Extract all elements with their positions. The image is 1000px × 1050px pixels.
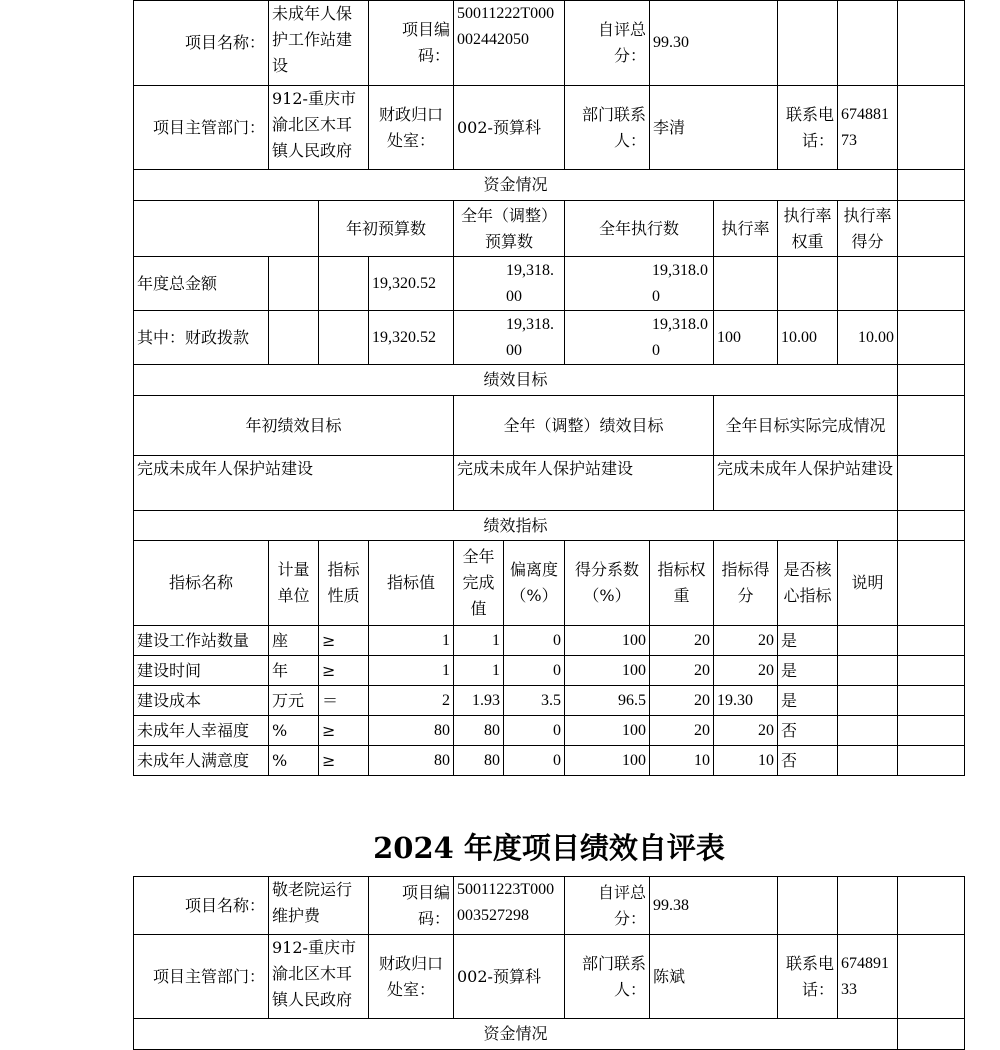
ind-coef: 100 bbox=[565, 746, 650, 776]
office-value: 002-预算科 bbox=[454, 86, 565, 170]
contact-label: 部门联系人： bbox=[565, 935, 650, 1019]
empty-cell bbox=[898, 1019, 965, 1050]
empty-cell bbox=[898, 456, 965, 511]
empty-cell bbox=[898, 511, 965, 541]
ind-header-nature: 指标性质 bbox=[319, 541, 369, 626]
ind-deviation: 0 bbox=[504, 716, 565, 746]
project-name-label: 项目名称： bbox=[134, 1, 269, 86]
empty-cell bbox=[319, 311, 369, 365]
ind-weight: 20 bbox=[650, 656, 714, 686]
ind-name: 建设时间 bbox=[134, 656, 269, 686]
funds-adjusted: 19,318.00 bbox=[454, 311, 565, 365]
contact-label: 部门联系人： bbox=[565, 86, 650, 170]
funds-header-executed: 全年执行数 bbox=[565, 201, 714, 257]
empty-cell bbox=[778, 1, 838, 86]
funds-weight bbox=[778, 257, 838, 311]
ind-header-weight: 指标权重 bbox=[650, 541, 714, 626]
score-value: 99.38 bbox=[650, 877, 778, 935]
table-row bbox=[134, 716, 965, 746]
funds-initial: 19,320.52 bbox=[369, 257, 454, 311]
ind-weight: 20 bbox=[650, 716, 714, 746]
project-code-value: 50011223T000003527298 bbox=[454, 877, 565, 935]
funds-row-label: 其中：财政拨款 bbox=[134, 311, 269, 365]
ind-weight: 20 bbox=[650, 626, 714, 656]
ind-nature: ≥ bbox=[319, 626, 369, 656]
ind-header-core: 是否核心指标 bbox=[778, 541, 838, 626]
goals-adjusted-value: 完成未成年人保护站建设 bbox=[454, 456, 714, 511]
dept-label: 项目主管部门： bbox=[134, 935, 269, 1019]
empty-cell bbox=[838, 1, 898, 86]
empty-cell bbox=[898, 1, 965, 86]
ind-nature: ≥ bbox=[319, 656, 369, 686]
ind-coef: 100 bbox=[565, 716, 650, 746]
ind-core: 是 bbox=[778, 686, 838, 716]
ind-core: 否 bbox=[778, 746, 838, 776]
ind-score: 19.30 bbox=[714, 686, 778, 716]
funds-section-title: 资金情况 bbox=[134, 170, 898, 201]
funds-header-score: 执行率得分 bbox=[838, 201, 898, 257]
dept-value: 912-重庆市渝北区木耳镇人民政府 bbox=[269, 86, 369, 170]
ind-deviation: 0 bbox=[504, 746, 565, 776]
ind-note bbox=[838, 716, 898, 746]
ind-core: 否 bbox=[778, 716, 838, 746]
empty-cell bbox=[898, 201, 965, 257]
ind-deviation: 0 bbox=[504, 626, 565, 656]
ind-unit: 年 bbox=[269, 656, 319, 686]
funds-weight: 10.00 bbox=[778, 311, 838, 365]
ind-name: 未成年人满意度 bbox=[134, 746, 269, 776]
phone-value: 67488173 bbox=[838, 86, 898, 170]
empty-cell bbox=[898, 626, 965, 656]
funds-header-blank bbox=[134, 201, 319, 257]
empty-cell bbox=[898, 170, 965, 201]
ind-score: 20 bbox=[714, 716, 778, 746]
score-value: 99.30 bbox=[650, 1, 778, 86]
ind-coef: 100 bbox=[565, 656, 650, 686]
ind-score: 10 bbox=[714, 746, 778, 776]
table-row bbox=[134, 686, 965, 716]
ind-unit: % bbox=[269, 716, 319, 746]
goals-section-title: 绩效目标 bbox=[134, 365, 898, 396]
ind-weight: 10 bbox=[650, 746, 714, 776]
empty-cell bbox=[778, 877, 838, 935]
ind-score: 20 bbox=[714, 656, 778, 686]
funds-initial: 19,320.52 bbox=[369, 311, 454, 365]
ind-header-name: 指标名称 bbox=[134, 541, 269, 626]
ind-core: 是 bbox=[778, 656, 838, 686]
dept-label: 项目主管部门： bbox=[134, 86, 269, 170]
ind-header-target: 指标值 bbox=[369, 541, 454, 626]
empty-cell bbox=[898, 686, 965, 716]
goals-actual-value: 完成未成年人保护站建设 bbox=[714, 456, 898, 511]
ind-name: 建设成本 bbox=[134, 686, 269, 716]
goals-initial-value: 完成未成年人保护站建设 bbox=[134, 456, 454, 511]
ind-target: 2 bbox=[369, 686, 454, 716]
funds-executed: 19,318.00 bbox=[565, 311, 714, 365]
ind-actual: 80 bbox=[454, 746, 504, 776]
phone-label: 联系电话： bbox=[778, 935, 838, 1019]
ind-target: 1 bbox=[369, 626, 454, 656]
funds-section-title: 资金情况 bbox=[134, 1019, 898, 1050]
ind-target: 80 bbox=[369, 716, 454, 746]
empty-cell bbox=[898, 656, 965, 686]
ind-nature: ≥ bbox=[319, 716, 369, 746]
empty-cell bbox=[898, 257, 965, 311]
ind-weight: 20 bbox=[650, 686, 714, 716]
ind-header-note: 说明 bbox=[838, 541, 898, 626]
ind-note bbox=[838, 746, 898, 776]
ind-header-deviation: 偏离度（%） bbox=[504, 541, 565, 626]
score-label: 自评总分： bbox=[565, 1, 650, 86]
ind-core: 是 bbox=[778, 626, 838, 656]
contact-value: 陈斌 bbox=[650, 935, 778, 1019]
project-name-value: 未成年人保护工作站建设 bbox=[269, 1, 369, 86]
funds-row-label: 年度总金额 bbox=[134, 257, 269, 311]
funds-header-rate: 执行率 bbox=[714, 201, 778, 257]
empty-cell bbox=[838, 877, 898, 935]
empty-cell bbox=[269, 257, 319, 311]
page-title: 2024 年度项目绩效自评表 bbox=[373, 831, 725, 865]
phone-value: 67489133 bbox=[838, 935, 898, 1019]
project-name-value: 敬老院运行维护费 bbox=[269, 877, 369, 935]
funds-rate: 100 bbox=[714, 311, 778, 365]
ind-header-score: 指标得分 bbox=[714, 541, 778, 626]
contact-value: 李清 bbox=[650, 86, 778, 170]
funds-header-adjusted: 全年（调整）预算数 bbox=[454, 201, 565, 257]
funds-adjusted: 19,318.00 bbox=[454, 257, 565, 311]
project1-table bbox=[133, 0, 965, 776]
empty-cell bbox=[898, 746, 965, 776]
ind-note bbox=[838, 656, 898, 686]
dept-value: 912-重庆市渝北区木耳镇人民政府 bbox=[269, 935, 369, 1019]
project-name-label: 项目名称： bbox=[134, 877, 269, 935]
goals-header-initial: 年初绩效目标 bbox=[134, 396, 454, 456]
ind-target: 80 bbox=[369, 746, 454, 776]
project2-table bbox=[133, 876, 965, 1050]
office-label: 财政归口处室： bbox=[369, 935, 454, 1019]
ind-unit: 万元 bbox=[269, 686, 319, 716]
ind-note bbox=[838, 686, 898, 716]
office-label: 财政归口处室： bbox=[369, 86, 454, 170]
ind-header-actual: 全年完成值 bbox=[454, 541, 504, 626]
empty-cell bbox=[898, 541, 965, 626]
ind-header-unit: 计量单位 bbox=[269, 541, 319, 626]
ind-target: 1 bbox=[369, 656, 454, 686]
empty-cell bbox=[898, 86, 965, 170]
empty-cell bbox=[898, 365, 965, 396]
funds-score bbox=[838, 257, 898, 311]
ind-actual: 80 bbox=[454, 716, 504, 746]
empty-cell bbox=[898, 716, 965, 746]
ind-actual: 1.93 bbox=[454, 686, 504, 716]
phone-label: 联系电话： bbox=[778, 86, 838, 170]
empty-cell bbox=[269, 311, 319, 365]
ind-note bbox=[838, 626, 898, 656]
empty-cell bbox=[898, 935, 965, 1019]
ind-name: 建设工作站数量 bbox=[134, 626, 269, 656]
ind-coef: 96.5 bbox=[565, 686, 650, 716]
empty-cell bbox=[898, 877, 965, 935]
table-row bbox=[134, 656, 965, 686]
indicators-section-title: 绩效指标 bbox=[134, 511, 898, 541]
ind-header-coef: 得分系数（%） bbox=[565, 541, 650, 626]
goals-header-actual: 全年目标实际完成情况 bbox=[714, 396, 898, 456]
ind-deviation: 0 bbox=[504, 656, 565, 686]
ind-nature: ＝ bbox=[319, 686, 369, 716]
ind-unit: % bbox=[269, 746, 319, 776]
empty-cell bbox=[898, 311, 965, 365]
table-row bbox=[134, 746, 965, 776]
ind-unit: 座 bbox=[269, 626, 319, 656]
funds-header-initial: 年初预算数 bbox=[319, 201, 454, 257]
ind-actual: 1 bbox=[454, 626, 504, 656]
funds-header-weight: 执行率权重 bbox=[778, 201, 838, 257]
goals-header-adjusted: 全年（调整）绩效目标 bbox=[454, 396, 714, 456]
score-label: 自评总分： bbox=[565, 877, 650, 935]
funds-executed: 19,318.00 bbox=[565, 257, 714, 311]
office-value: 002-预算科 bbox=[454, 935, 565, 1019]
funds-score: 10.00 bbox=[838, 311, 898, 365]
empty-cell bbox=[898, 396, 965, 456]
table-row bbox=[134, 626, 965, 656]
project-code-value: 50011222T000002442050 bbox=[454, 1, 565, 86]
ind-name: 未成年人幸福度 bbox=[134, 716, 269, 746]
ind-score: 20 bbox=[714, 626, 778, 656]
ind-deviation: 3.5 bbox=[504, 686, 565, 716]
funds-rate bbox=[714, 257, 778, 311]
ind-coef: 100 bbox=[565, 626, 650, 656]
empty-cell bbox=[319, 257, 369, 311]
ind-actual: 1 bbox=[454, 656, 504, 686]
project-code-label: 项目编码： bbox=[369, 1, 454, 86]
ind-nature: ≥ bbox=[319, 746, 369, 776]
project-code-label: 项目编码： bbox=[369, 877, 454, 935]
